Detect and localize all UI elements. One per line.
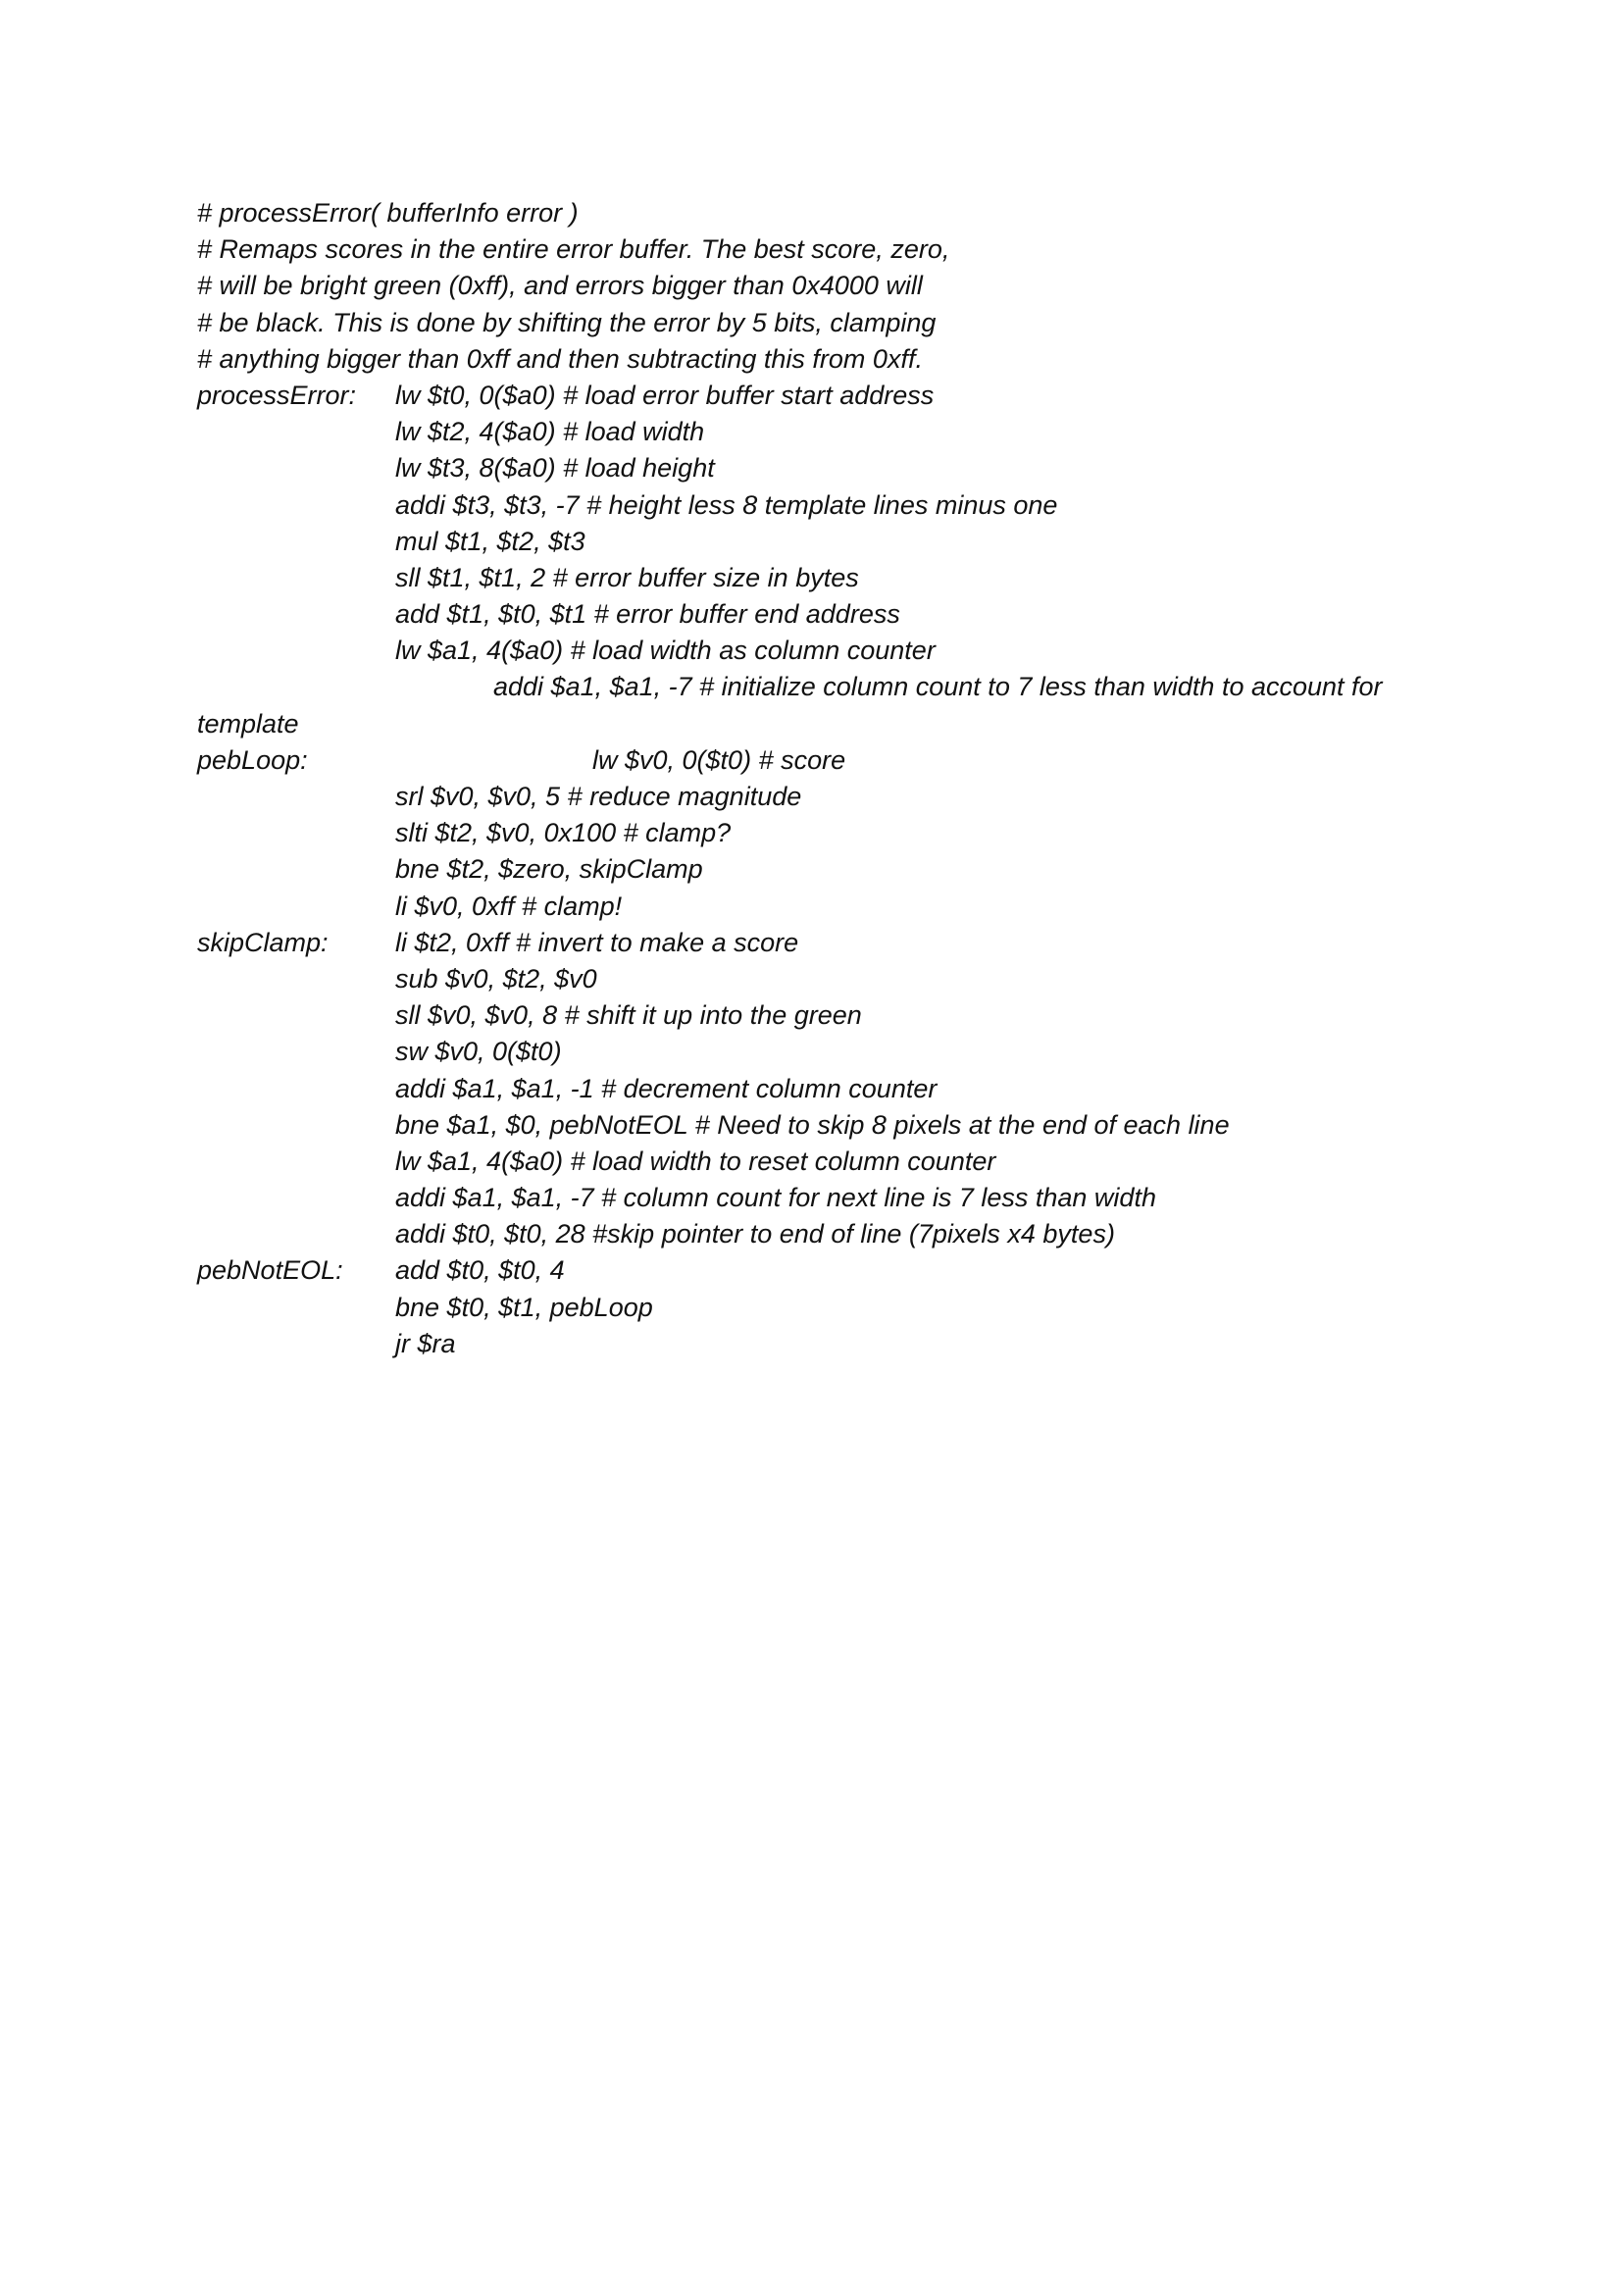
header-comment: # will be bright green (0xff), and errors bigger than 0x4000 will	[197, 271, 923, 301]
header-comment: # anything bigger than 0xff and then subtracting this from 0xff.	[197, 343, 923, 374]
code-instruction: add $t1, $t0, $t1 # error buffer end address	[395, 599, 900, 630]
code-line	[197, 1034, 1472, 1070]
code-instruction: sub $v0, $t2, $v0	[395, 963, 597, 994]
code-instruction: lw $t3, 8($a0) # load height	[395, 453, 715, 484]
code-line	[197, 1144, 1472, 1180]
code-line	[197, 450, 1472, 486]
code-label: pebLoop:	[197, 744, 308, 775]
code-line	[197, 1252, 1472, 1289]
header-comment-line	[197, 195, 1472, 231]
code-instruction: sll $v0, $v0, 8 # shift it up into the green	[395, 1000, 862, 1031]
header-comment-line	[197, 341, 1472, 378]
code-line	[197, 414, 1472, 450]
code-instruction: addi $t3, $t3, -7 # height less 8 template lines minus one	[395, 489, 1058, 520]
code-line	[197, 1107, 1472, 1144]
code-label: processError:	[197, 380, 357, 410]
code-line	[197, 487, 1472, 524]
header-comment: # processError( bufferInfo error )	[197, 198, 579, 228]
code-line	[197, 669, 1472, 705]
code-instruction: sll $t1, $t1, 2 # error buffer size in bytes	[395, 562, 859, 592]
header-comment: # Remaps scores in the entire error buffer. The best score, zero,	[197, 234, 950, 265]
code-instruction: bne $t0, $t1, pebLoop	[395, 1292, 653, 1322]
code-line	[197, 961, 1472, 997]
code-instruction: lw $t0, 0($a0) # load error buffer start address	[395, 380, 935, 410]
code-instruction: bne $a1, $0, pebNotEOL # Need to skip 8 pixels at the end of each line	[395, 1109, 1230, 1140]
code-instruction: mul $t1, $t2, $t3	[395, 526, 585, 556]
code-instruction: li $v0, 0xff # clamp!	[395, 891, 623, 921]
code-instruction: li $t2, 0xff # invert to make a score	[395, 927, 799, 957]
code-line	[197, 1326, 1472, 1362]
code-instruction: sw $v0, 0($t0)	[395, 1037, 562, 1067]
code-instruction: lw $a1, 4($a0) # load width to reset column counter	[395, 1146, 996, 1176]
code-instruction: lw $a1, 4($a0) # load width as column counter	[395, 636, 936, 666]
code-label: skipClamp:	[197, 927, 329, 957]
code-line	[197, 997, 1472, 1034]
code-line	[197, 706, 1472, 742]
code-line	[197, 378, 1472, 414]
code-line	[197, 1071, 1472, 1107]
code-line	[197, 742, 1472, 779]
code-line	[197, 1180, 1472, 1216]
code-instruction: addi $a1, $a1, -1 # decrement column counter	[395, 1073, 938, 1103]
code-instruction: bne $t2, $zero, skipClamp	[395, 854, 703, 885]
code-line	[197, 1290, 1472, 1326]
code-line	[197, 524, 1472, 560]
header-comment: # be black. This is done by shifting the error by 5 bits, clamping	[197, 307, 937, 337]
code-instruction: jr $ra	[395, 1328, 456, 1358]
code-label: template	[197, 708, 299, 739]
assembly-listing	[197, 195, 1472, 1362]
code-instruction: slti $t2, $v0, 0x100 # clamp?	[395, 818, 732, 848]
code-instruction: addi $a1, $a1, -7 # column count for next line is 7 less than width	[395, 1183, 1156, 1213]
code-line	[197, 560, 1472, 596]
code-line	[197, 925, 1472, 961]
header-comment-line	[197, 305, 1472, 341]
code-line	[197, 815, 1472, 851]
code-line	[197, 779, 1472, 815]
code-label: pebNotEOL:	[197, 1255, 343, 1286]
code-instruction: addi $t0, $t0, 28 #skip pointer to end of line (7pixels x4 bytes)	[395, 1219, 1115, 1249]
code-line	[197, 851, 1472, 888]
header-comment-line	[197, 268, 1472, 304]
code-line	[197, 889, 1472, 925]
code-instruction: addi $a1, $a1, -7 # initialize column count to 7 less than width to account for	[493, 672, 1383, 702]
code-instruction: lw $v0, 0($t0) # score	[592, 744, 846, 775]
code-line	[197, 596, 1472, 633]
code-line	[197, 633, 1472, 669]
code-instruction: srl $v0, $v0, 5 # reduce magnitude	[395, 782, 802, 811]
code-line	[197, 1216, 1472, 1252]
code-instruction: add $t0, $t0, 4	[395, 1255, 565, 1286]
header-comment-line	[197, 231, 1472, 268]
code-instruction: lw $t2, 4($a0) # load width	[395, 417, 705, 447]
